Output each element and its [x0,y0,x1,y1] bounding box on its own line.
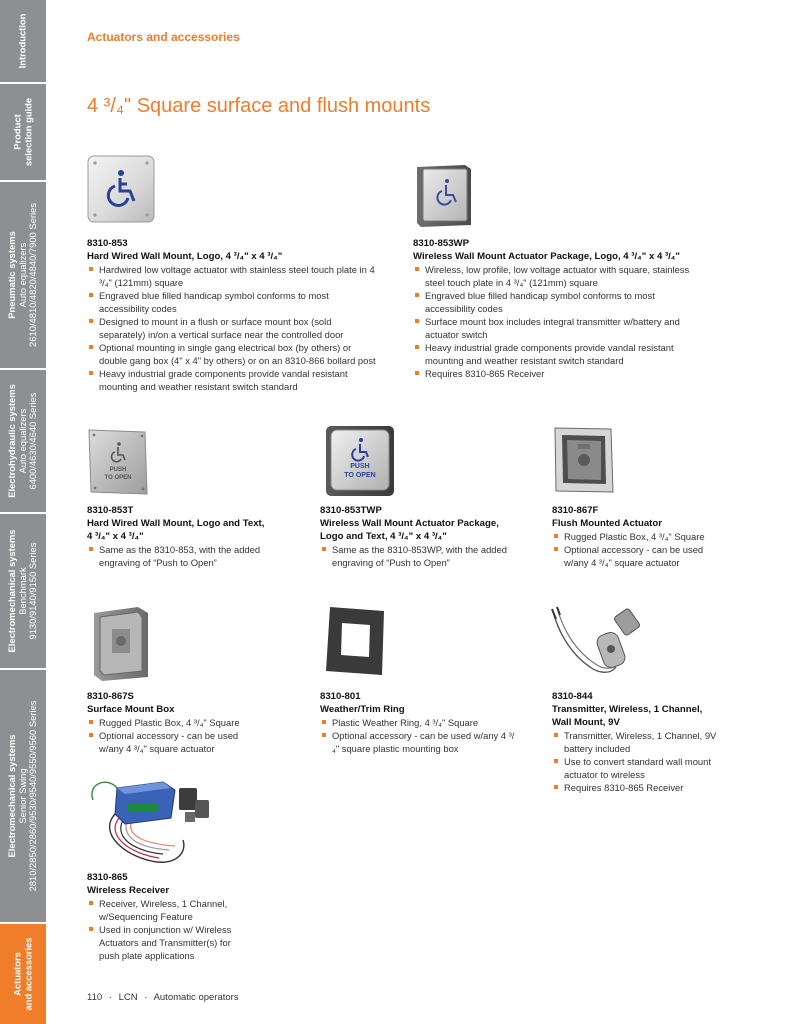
feature-item: Plastic Weather Ring, 4 ³/₄" Square [320,716,520,729]
tab-subtitle: Senior Swing [16,768,28,824]
feature-item: Optional accessory - can be used w/any 4 ³/₄" square plastic mounting box [320,729,520,755]
model-number: 8310-867S [87,691,134,702]
tab-title: Pneumatic systems [6,231,18,319]
tab-subtitle: and accessories [22,937,33,1011]
tab-series: 6400/4630/4640 Series [27,392,39,490]
feature-list [87,716,262,755]
product-8310-844 [552,690,722,794]
footer-separator: · [144,992,148,1003]
feature-item: Designed to mount in a flush or surface mount box (sold separately) in/on a vertical surface near the controlled door [87,315,377,341]
tab-title: Electromechanical systems [6,529,18,653]
feature-list [320,716,520,755]
feature-item: Same as the 8310-853WP, with the added engraving of “Push to Open” [320,543,515,569]
product-name: Transmitter, Wireless, 1 Channel, Wall Mount, 9V [552,704,703,728]
side-tabs [0,0,46,1024]
product-name: Wireless Wall Mount Actuator Package, Logo, 4 ³/₄" x 4 ³/₄" [413,251,680,262]
feature-list [87,897,242,962]
product-8310-867s [87,690,262,755]
product-name: Flush Mounted Actuator [552,518,662,529]
feature-item: Requires 8310-865 Receiver [413,367,693,380]
model-number: 8310-865 [87,872,128,883]
feature-item: Transmitter, Wireless, 1 Channel, 9V battery included [552,729,722,755]
product-name: Wireless Receiver [87,885,170,896]
tab-title: Electrohydraulic systems [6,384,18,498]
tab-pneumatic-systems[interactable] [0,182,46,370]
feature-item: Used in conjunction w/ Wireless Actuators and Transmitter(s) for push plate applications [87,923,242,962]
feature-item: Hardwired low voltage actuator with stainless steel touch plate in 4 ³/₄" (121mm) square [87,263,377,289]
product-8310-853wp [413,237,693,380]
feature-item: Rugged Plastic Box, 4 ³/₄" Square [87,716,262,729]
feature-item: Engraved blue filled handicap symbol conforms to most accessibility codes [413,289,693,315]
model-number: 8310-844 [552,691,593,702]
section-label: Actuators and accessories [87,30,240,44]
feature-list [87,263,377,393]
tab-title: Product [11,114,23,150]
feature-item: Heavy industrial grade components provide vandal resistant mounting and weather resistant switch standard [413,341,693,367]
feature-item: Optional accessory - can be used w/any 4 ³/₄" square actuator [552,543,722,569]
footer-brand: LCN [118,992,138,1003]
tab-title: Actuators [11,952,23,996]
product-8310-865 [87,871,242,962]
feature-item: Requires 8310-865 Receiver [552,781,722,794]
plate-text-line1: PUSH [350,463,370,470]
page-title: 4 ³/₄" Square surface and flush mounts [87,95,431,117]
tab-actuators-and-accessories[interactable] [0,924,46,1024]
product-name: Weather/Trim Ring [320,704,405,715]
tab-electrohydraulic-systems[interactable] [0,370,46,514]
transmitter-844-image [550,605,642,691]
tab-subtitle: Auto equalizers [16,408,28,474]
tab-product-selection-guide[interactable] [0,84,46,182]
tab-subtitle: selection guide [22,97,33,167]
tab-electromechanical-senior-swing[interactable] [0,670,46,924]
actuator-853twp-image [325,425,395,497]
product-8310-867f [552,504,722,569]
product-name: Surface Mount Box [87,704,175,715]
product-name: Hard Wired Wall Mount, Logo and Text, 4 ³/₄" x 4 ³/₄" [87,518,265,542]
model-number: 8310-801 [320,691,361,702]
tab-series: 9130/9140/9150 Series [27,542,39,640]
product-name: Hard Wired Wall Mount, Logo, 4 ³/₄" x 4 ³/₄" [87,251,283,262]
footer-section: Automatic operators [153,992,239,1003]
product-name: Wireless Wall Mount Actuator Package, Logo and Text, 4 ³/₄" x 4 ³/₄" [320,518,499,542]
page-number: 110 [87,992,103,1003]
tab-electromechanical-benchmark[interactable] [0,514,46,670]
tab-series: 2810/2850/2860/9530/9540/9550/9560 Series [27,700,39,892]
feature-item: Surface mount box includes integral transmitter w/battery and actuator switch [413,315,693,341]
plate-text-line1: PUSH [109,467,127,473]
feature-item: Engraved blue filled handicap symbol conforms to most accessibility codes [87,289,377,315]
actuator-853t-image [87,428,149,496]
model-number: 8310-853T [87,505,134,516]
plate-text-line2: TO OPEN [344,472,376,479]
model-number: 8310-853WP [413,238,469,249]
product-8310-853t [87,504,267,569]
tab-subtitle: Auto equalizers [16,242,28,308]
trim-ring-801-image [324,605,388,677]
footer-separator: · [108,992,112,1003]
feature-item: Heavy industrial grade components provide vandal resistant mounting and weather resistant switch standard [87,367,377,393]
feature-item: Receiver, Wireless, 1 Channel, w/Sequencing Feature [87,897,242,923]
product-8310-853 [87,237,377,393]
tab-series: 2610/4810/4820/4840/7900 Series [27,203,39,347]
tab-title: Electromechanical systems [6,734,18,858]
tab-introduction[interactable] [0,0,46,84]
feature-list [87,543,267,569]
flush-box-867f-image [553,426,615,494]
model-number: 8310-853 [87,238,128,249]
actuator-853wp-image [415,163,473,229]
product-8310-853twp [320,504,515,569]
feature-item: Same as the 8310-853, with the added engraving of “Push to Open” [87,543,267,569]
feature-item: Use to convert standard wall mount actuator to wireless [552,755,722,781]
feature-item: Wireless, low profile, low voltage actuator with square, stainless steel touch plate in 4 ³/₄" (121mm) square [413,263,693,289]
feature-list [413,263,693,380]
actuator-853-image [87,155,155,223]
model-number: 8310-853TWP [320,505,382,516]
feature-item: Optional accessory - can be used w/any 4 ³/₄" square actuator [87,729,262,755]
receiver-865-image [87,774,215,868]
model-number: 8310-867F [552,505,599,516]
tab-title: Introduction [16,13,28,69]
surface-box-867s-image [90,603,152,683]
product-8310-801 [320,690,520,755]
feature-list [552,729,722,794]
feature-item: Optional mounting in single gang electrical box (by others) or double gang box (4" x 4" by others) or on an 8310-866 bollard post [87,341,377,367]
tab-subtitle: Benchmark [16,567,28,615]
feature-list [320,543,515,569]
feature-item: Rugged Plastic Box, 4 ³/₄" Square [552,530,722,543]
page-footer [87,992,243,1003]
plate-text-line2: TO OPEN [104,475,132,481]
feature-list [552,530,722,569]
